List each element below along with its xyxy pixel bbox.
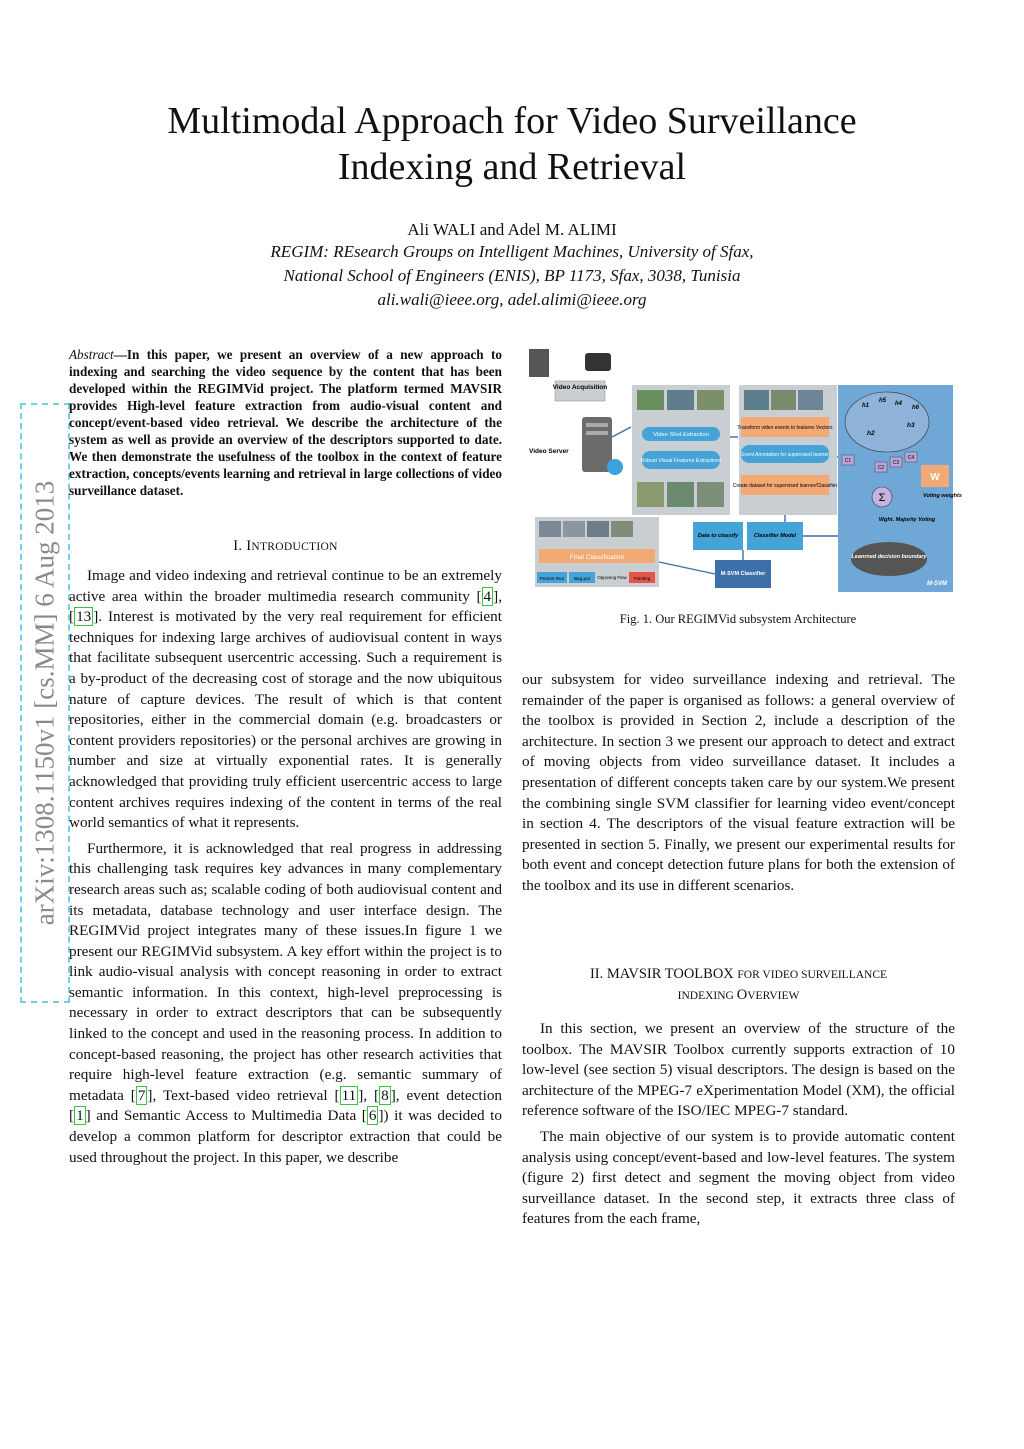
w-label: W xyxy=(930,472,940,483)
video-thumbnail xyxy=(771,390,796,410)
section-title-smallcaps: VERVIEW xyxy=(747,990,800,1002)
section-title-smallcaps: INDEXING xyxy=(677,990,737,1002)
video-thumbnail xyxy=(697,482,724,507)
title-line-1: Multimodal Approach for Video Surveillance xyxy=(167,100,857,142)
arxiv-stamp-text: arXiv:1308.1150v1 [cs.MM] 6 Aug 2013 xyxy=(29,480,60,926)
hypothesis-cluster xyxy=(845,392,929,452)
bag-put-label: Bag put xyxy=(574,576,590,581)
citation-link[interactable]: 6 xyxy=(368,1107,377,1125)
event-annotation-label: Event Annotation for supervised learner xyxy=(741,452,829,458)
h3-label: h3 xyxy=(907,422,915,429)
weighted-majority-label: Wght. Majority Voting xyxy=(878,517,936,523)
video-thumbnail xyxy=(563,521,585,537)
text-run: Image and video indexing and retrieval continue to be an extremely active area within the broader multimedia research community [ xyxy=(69,567,502,605)
citation-link[interactable]: 11 xyxy=(341,1086,357,1104)
opposing-flow-label: Opposing Flow xyxy=(597,575,627,580)
decision-boundary-label: Leanrned decision boundary xyxy=(851,554,927,560)
right-paragraph-1: our subsystem for video surveillance indexing and retrieval. The remainder of the paper is organised as follows: a general overview of the toolbox is provided in Section 2, include a description of the architecture. In section 3 we present our approach to detect and extract of moving objects from video surveillance dataset. It includes a presentation of different concepts taken care by our system.We present the combining single SVM classifier for learning video event/concept in section 4. The descriptors of the visual feature extraction will be presented in section 5. Finally, we present our experimental results for both event and concept detection future plans for both the extension of the toolbox and its use in different scenarios. xyxy=(522,671,955,894)
citation-link[interactable]: 13 xyxy=(76,608,92,626)
person-run-label: Person Run xyxy=(539,576,565,581)
h4-label: h4 xyxy=(895,401,903,407)
section-title-initial: O xyxy=(736,987,748,1003)
msvm-classifier-label: M-SVM Classifier xyxy=(720,571,766,577)
introduction-body xyxy=(69,566,502,1168)
section-number: II. xyxy=(589,966,607,982)
h1-label: h1 xyxy=(862,403,870,409)
h5-label: h5 xyxy=(879,398,887,404)
msvm-panel-label: M-SVM xyxy=(927,581,947,587)
text-run: ]) it was decided to develop a common platform for descriptor extraction that could be used throughout the project. In this paper, we describe xyxy=(69,1107,502,1166)
shot-extraction-label: Video Shot Extraction xyxy=(653,432,709,438)
data-to-classify-label: Data to classify xyxy=(697,533,739,539)
classifier-model-label: Classifier Model xyxy=(753,533,797,539)
arxiv-stamp xyxy=(20,403,70,1003)
camera-icon xyxy=(529,349,549,377)
abstract xyxy=(69,346,502,499)
text-run: ]. Interest is motivated by the very real requirement for efficient techniques for indexing large archives of audiovisual content in ways that facilitate subsequent usercentric accessing. Such a requirement is a by-product of the decreasing cost of storage and the now ubiquitous nature of capture devices. The result of which is that content repositories, either in the commercial domain (e.g. broadcasters or content providers repositories) or the personal archives are growing in number and size at virtually exponential rates. It is generally acknowledged that providing truly efficient usercentric access to large content archives requires indexing of the content in terms of the real world semantics of what it represents. xyxy=(69,608,502,832)
video-thumbnail xyxy=(637,482,664,507)
transform-events-label: Transform video events to features Vectors xyxy=(737,425,833,431)
intro-paragraph-2 xyxy=(69,839,502,1169)
video-thumbnail xyxy=(798,390,823,410)
abstract-text: —In this paper, we present an overview of a new approach to indexing and searching the video sequence by the content that has been developed within the REGIMVid project. The platform termed MAVSIR provides High-level feature extraction from audio-visual content and concept/event-based video retrieval. We describe the architecture of the system as well as provide an overview of the descriptors supported to date. We then demonstrate the usefulness of the toolbox in the context of feature extraction, concepts/events learning and retrieval in large collections of video surveillance dataset. xyxy=(69,347,502,498)
section-heading-mavsir xyxy=(522,964,955,1006)
affiliation-line-1: REGIM: REsearch Groups on Intelligent Machines, University of Sfax, xyxy=(270,242,754,261)
section-title-smallcaps: FOR VIDEO SURVEILLANCE xyxy=(737,969,888,981)
paper-title xyxy=(0,98,1024,190)
affiliation-line-2: National School of Engineers (ENIS), BP 1173, Sfax, 3038, Tunisia xyxy=(283,266,741,285)
section-title-initial: I xyxy=(246,538,252,554)
citation-link[interactable]: 7 xyxy=(137,1086,146,1104)
authors: Ali WALI and Adel M. ALIMI xyxy=(407,220,617,239)
section-number: I. xyxy=(233,538,247,554)
voting-weights-label: Voting weights xyxy=(923,493,962,499)
video-thumbnail xyxy=(667,482,694,507)
pointing-label: Pointing xyxy=(633,576,651,581)
globe-icon xyxy=(607,459,623,475)
intro-paragraph-1 xyxy=(69,566,502,834)
h6-label: h6 xyxy=(912,405,920,411)
abstract-label: Abstract xyxy=(69,347,114,362)
video-thumbnail xyxy=(611,521,633,537)
server-slot xyxy=(586,423,608,427)
robust-visual-label: Robust Visual Features Extractions xyxy=(640,458,722,464)
h2-label: h2 xyxy=(867,430,875,437)
server-slot xyxy=(586,431,608,435)
section-title-rest: NTRODUCTION xyxy=(251,541,338,553)
video-acquisition-label: Video Acquisition xyxy=(552,384,608,391)
architecture-figure xyxy=(527,347,962,592)
camcorder-icon xyxy=(585,353,611,371)
section-heading-introduction xyxy=(69,538,502,555)
c2-label: C2 xyxy=(877,465,885,471)
section2-paragraph-1: In this section, we present an overview of the structure of the toolbox. The MAVSIR Toolbox currently supports extraction of 10 low-level (see section 5) visual descriptors. The design is based on the architecture of the MPEG-7 eXperimentation Model (XM), the official reference software of the ISO/IEC MPEG-7 standard. xyxy=(522,1020,955,1120)
right-column-body xyxy=(522,670,955,897)
text-run: ] and Semantic Access to Multimedia Data [ xyxy=(85,1107,367,1125)
c4-label: C4 xyxy=(907,455,915,461)
video-server-label: Video Server xyxy=(529,448,569,455)
section-title-main: MAVSIR TOOLBOX xyxy=(606,966,738,982)
c3-label: C3 xyxy=(892,460,900,466)
citation-link[interactable]: 4 xyxy=(483,587,492,605)
video-thumbnail xyxy=(637,390,664,410)
video-thumbnail xyxy=(667,390,694,410)
video-thumbnail xyxy=(539,521,561,537)
sigma-label: Σ xyxy=(878,492,886,504)
figure-caption: Fig. 1. Our REGIMVid subsystem Architecture xyxy=(619,612,857,626)
citation-link[interactable]: 1 xyxy=(76,1107,84,1125)
section2-body xyxy=(522,1019,955,1230)
final-classification-label: Final Classification xyxy=(569,554,625,561)
title-line-2: Indexing and Retrieval xyxy=(337,146,687,188)
text-run: Furthermore, it is acknowledged that real progress in addressing this challenging task requires key advances in many complementary research areas such as; scalable coding of both audiovisual content and its metadata, database technology and user interface design. The REGIMVid project integrates many of these issues.In figure 1 we present our REGIMVid subsystem. A key effort within the project is to link audio-visual analysis with concept reasoning in order to extract semantic information. In this context, high-level preprocessing is necessary in order to extract descriptors that can be subsequently linked to the concept and used in the reasoning process. In addition to concept-based reasoning, the project has other research activities that require high-level feature extraction (e.g. semantic summary of metadata [ xyxy=(69,839,502,1104)
video-thumbnail xyxy=(744,390,769,410)
video-thumbnail xyxy=(587,521,609,537)
create-dataset-label: Create dataset for supervised learner/Classifier xyxy=(732,483,838,489)
section2-paragraph-2: The main objective of our system is to provide automatic content analysis using concept/event-based and low-level features. The system (figure 2) first detect and segment the moving object from video surveillance dataset. In the second step, it extracts three class of features from the each frame, xyxy=(522,1127,955,1228)
text-run: ], [ xyxy=(69,587,502,626)
text-run: ], event detection [ xyxy=(69,1086,503,1125)
citation-link[interactable]: 8 xyxy=(381,1086,389,1104)
text-run: ], Text-based video retrieval [ xyxy=(147,1086,340,1104)
author-emails: ali.wali@ieee.org, adel.alimi@ieee.org xyxy=(377,290,647,309)
video-thumbnail xyxy=(697,390,724,410)
c1-label: C1 xyxy=(844,458,852,464)
text-run: ], [ xyxy=(358,1086,380,1104)
